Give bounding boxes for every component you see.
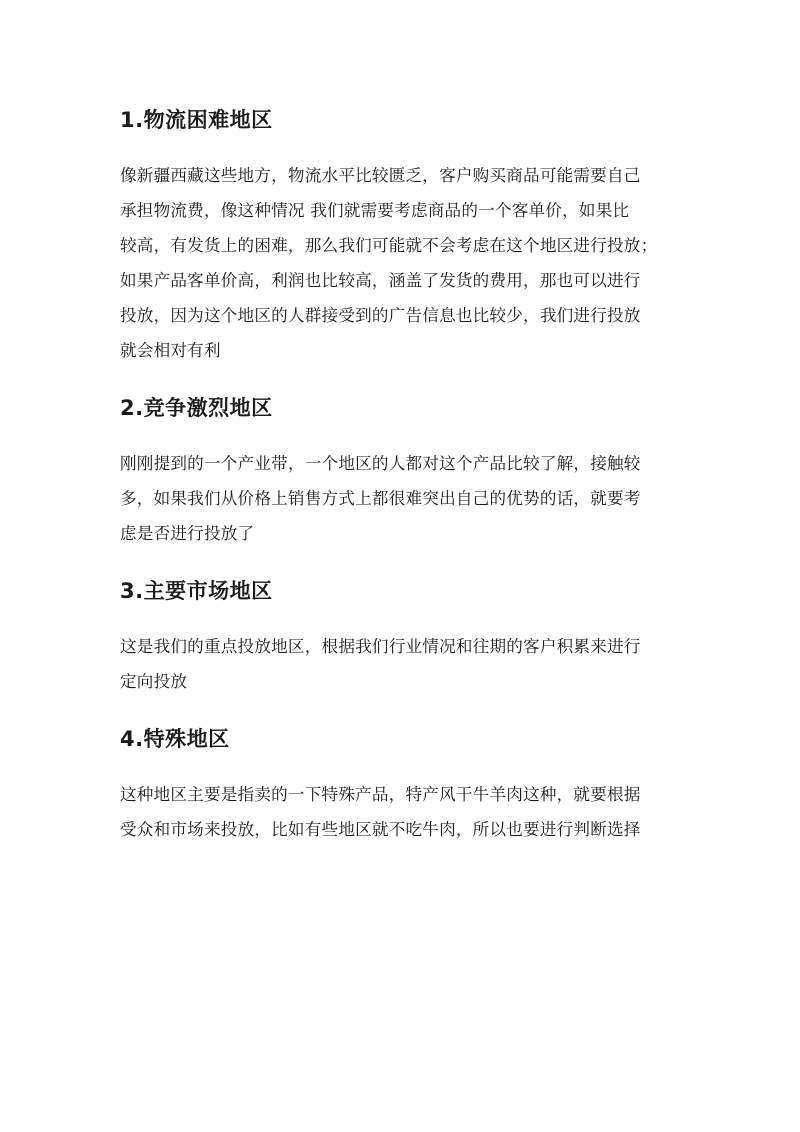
document-content bbox=[120, 100, 682, 867]
paragraph-line: 就会相对有利 bbox=[120, 341, 221, 360]
paragraph-line: 虑是否进行投放了 bbox=[120, 524, 255, 543]
paragraph-line: 像新疆西藏这些地方，物流水平比较匮乏，客户购买商品可能需要自己 bbox=[120, 166, 641, 185]
paragraph-line: 刚刚提到的一个产业带，一个地区的人都对这个产品比较了解，接触较 bbox=[120, 454, 641, 473]
section-heading: 2.竞争激烈地区 bbox=[120, 396, 273, 420]
paragraph-line: 这种地区主要是指卖的一下特殊产品，特产风干牛羊肉这种，就要根据 bbox=[120, 785, 641, 804]
section-heading: 3.主要市场地区 bbox=[120, 579, 273, 603]
paragraph-line: 多，如果我们从价格上销售方式上都很难突出自己的优势的话，就要考 bbox=[120, 489, 641, 508]
paragraph-line: 定向投放 bbox=[120, 672, 188, 691]
paragraph-line: 受众和市场来投放，比如有些地区就不吃牛肉，所以也要进行判断选择 bbox=[120, 820, 641, 839]
paragraph-line: 这是我们的重点投放地区，根据我们行业情况和往期的客户积累来进行 bbox=[120, 637, 641, 656]
paragraph-line: 如果产品客单价高，利润也比较高，涵盖了发货的费用，那也可以进行 bbox=[120, 271, 641, 290]
section-paragraph bbox=[120, 777, 682, 847]
section-competition bbox=[120, 388, 682, 551]
section-paragraph bbox=[120, 158, 682, 368]
paragraph-line: 较高，有发货上的困难，那么我们可能就不会考虑在这个地区进行投放； bbox=[120, 236, 658, 255]
section-paragraph bbox=[120, 629, 682, 699]
section-special-region bbox=[120, 719, 682, 847]
section-heading: 4.特殊地区 bbox=[120, 727, 230, 751]
section-heading: 1.物流困难地区 bbox=[120, 108, 273, 132]
section-logistics bbox=[120, 100, 682, 368]
paragraph-line: 承担物流费，像这种情况 我们就需要考虑商品的一个客单价，如果比 bbox=[120, 201, 630, 220]
paragraph-line: 投放，因为这个地区的人群接受到的广告信息也比较少，我们进行投放 bbox=[120, 306, 641, 325]
section-paragraph bbox=[120, 446, 682, 551]
section-main-market bbox=[120, 571, 682, 699]
